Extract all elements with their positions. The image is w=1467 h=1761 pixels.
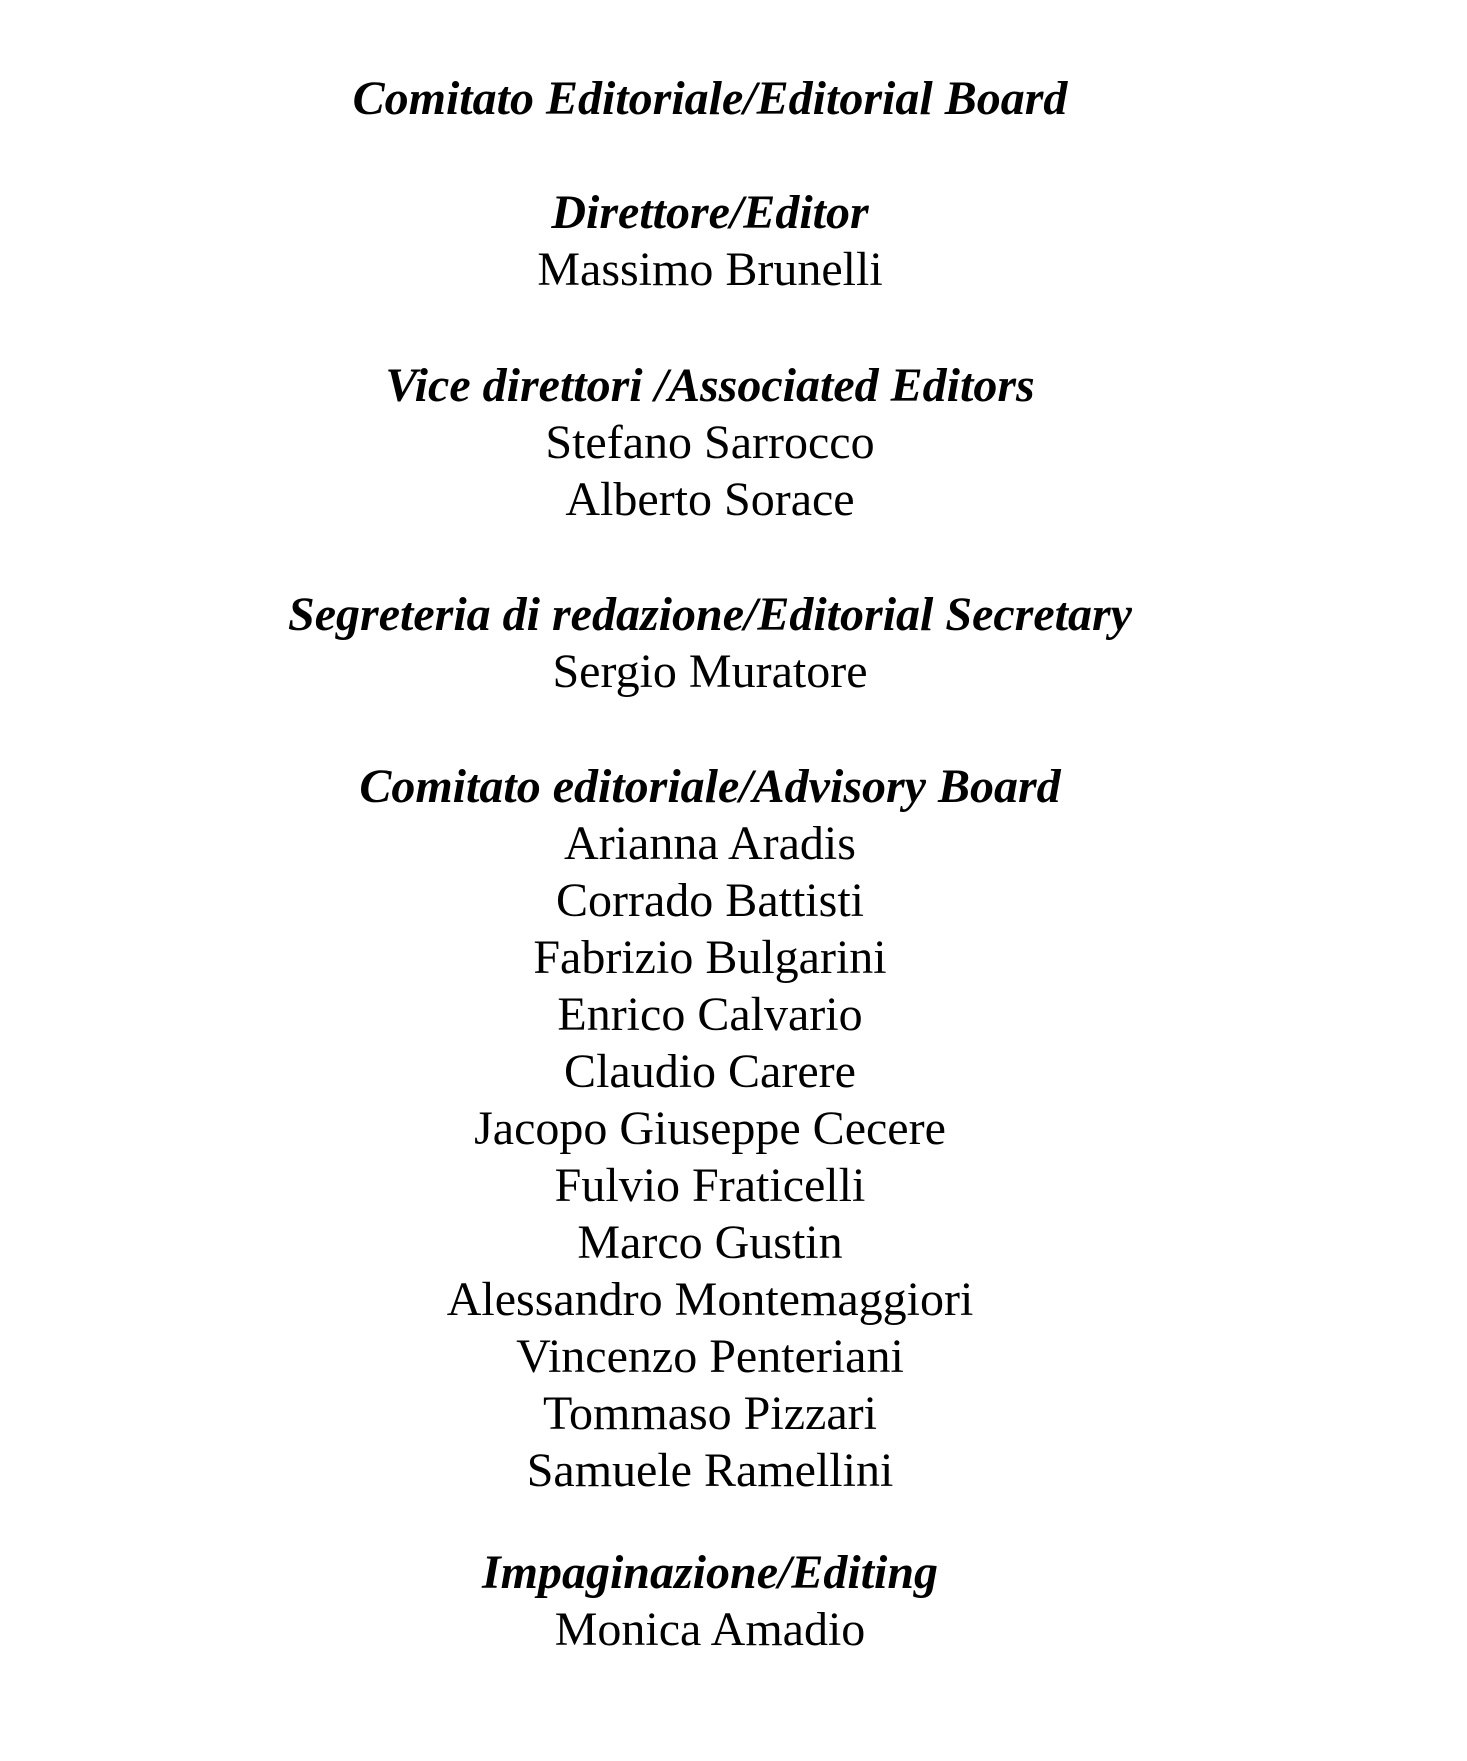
advisory-board-member: Marco Gustin bbox=[577, 1216, 843, 1269]
advisory-board-member: Fulvio Fraticelli bbox=[554, 1159, 866, 1212]
advisory-board-member: Samuele Ramellini bbox=[526, 1444, 894, 1497]
advisory-board-member: Jacopo Giuseppe Cecere bbox=[474, 1102, 946, 1155]
editorial-secretary-name: Sergio Muratore bbox=[552, 645, 868, 698]
board-title: Comitato Editoriale/Editorial Board bbox=[352, 72, 1068, 125]
associated-editor-name: Alberto Sorace bbox=[565, 473, 855, 526]
section-heading-advisory-board: Comitato editoriale/Advisory Board bbox=[359, 760, 1061, 813]
advisory-board-member: Claudio Carere bbox=[564, 1045, 856, 1098]
advisory-board-member: Arianna Aradis bbox=[564, 817, 856, 870]
editing-name: Monica Amadio bbox=[554, 1603, 866, 1656]
editor-name: Massimo Brunelli bbox=[537, 243, 883, 296]
section-heading-associated-editors: Vice direttori /Associated Editors bbox=[385, 359, 1035, 412]
section-heading-editor: Direttore/Editor bbox=[551, 186, 869, 239]
section-heading-editorial-secretary: Segreteria di redazione/Editorial Secretary bbox=[288, 588, 1132, 641]
advisory-board-member: Alessandro Montemaggiori bbox=[446, 1273, 974, 1326]
advisory-board-member: Enrico Calvario bbox=[557, 988, 863, 1041]
advisory-board-member: Corrado Battisti bbox=[556, 874, 864, 927]
advisory-board-member: Fabrizio Bulgarini bbox=[533, 931, 887, 984]
advisory-board-member: Tommaso Pizzari bbox=[543, 1387, 877, 1440]
section-heading-editing: Impaginazione/Editing bbox=[481, 1546, 939, 1599]
associated-editor-name: Stefano Sarrocco bbox=[545, 416, 875, 469]
advisory-board-member: Vincenzo Penteriani bbox=[516, 1330, 904, 1383]
